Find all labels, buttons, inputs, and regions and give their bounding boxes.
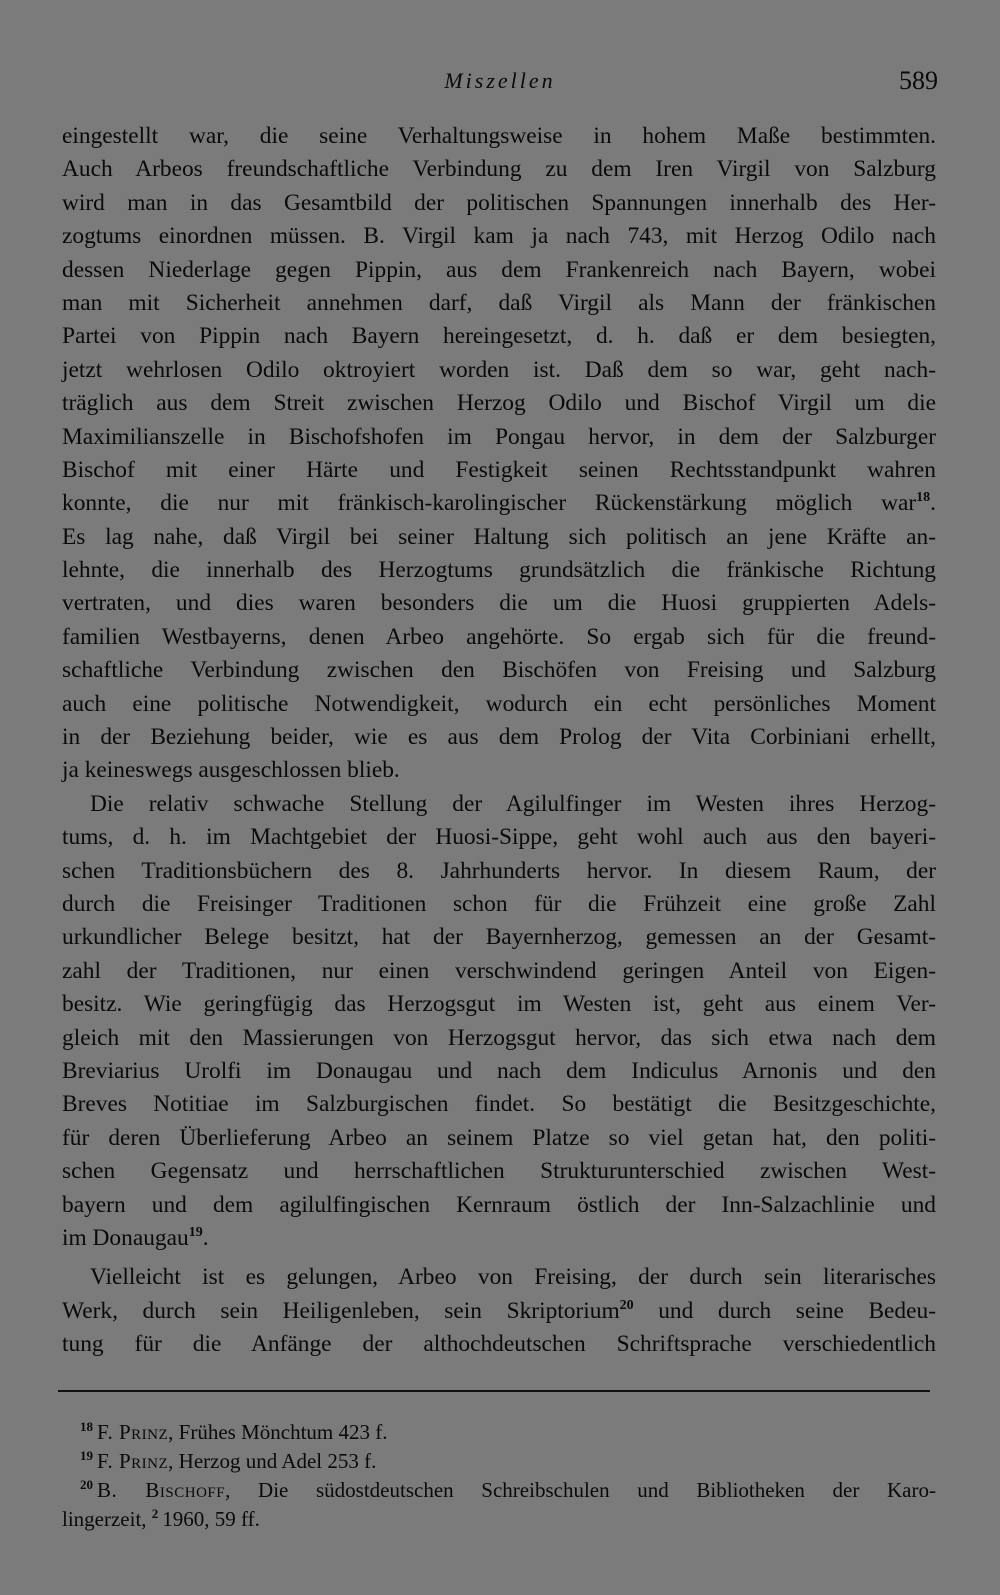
text-line (62, 821, 936, 854)
text-line-content: eingestellt war, die seine Verhaltungsweise in hohem Maße bestimmten. (62, 123, 936, 149)
text-line-content: Es lag nahe, daß Virgil bei seiner Haltung sich politisch an jene Kräfte an- (62, 523, 936, 550)
text-line (62, 454, 936, 487)
text-line (62, 421, 936, 454)
text-line-content: familien Westbayerns, denen Arbeo angehörte. So ergab sich für die freund- (62, 623, 936, 650)
page-number: 589 (899, 66, 938, 95)
text-line-tail: . (930, 490, 936, 517)
text-line-content: wird man in das Gesamtbild der politischen Spannungen innerhalb des Her- (62, 189, 936, 216)
text-line-content: Die relativ schwache Stellung der Agilulfinger im Westen ihres Herzog- (90, 790, 936, 817)
body-text (62, 120, 936, 1361)
text-line (62, 988, 936, 1021)
text-line (62, 487, 936, 520)
footnote-marker: 18 (916, 490, 931, 506)
text-line-content: konnte, die nur mit fränkisch-karolingischer Rückenstärkung möglich war (62, 490, 917, 517)
edition-marker: 2 (151, 1506, 159, 1521)
text-line (62, 120, 936, 153)
footnote-18 (62, 1418, 936, 1447)
text-line-content: schen Traditionsbüchern des 8. Jahrhunderts hervor. In diesem Raum, der (62, 857, 936, 884)
text-line-content: träglich aus dem Streit zwischen Herzog Odilo und Bischof Virgil um die (62, 390, 936, 417)
text-line (62, 1295, 936, 1328)
text-line (62, 287, 936, 320)
text-line-tail: und durch seine Bedeu- (633, 1297, 936, 1324)
text-line (62, 754, 936, 787)
footnote-text: , Herzog und Adel 253 f. (168, 1449, 377, 1473)
text-line (62, 354, 936, 387)
text-line (62, 721, 936, 754)
text-line-content: zogtums einordnen müssen. B. Virgil kam ja nach 743, mit Herzog Odilo nach (62, 223, 936, 250)
footnote-text: lingerzeit, (62, 1507, 152, 1531)
text-line-content: Maximilianszelle in Bischofshofen im Pongau hervor, in dem der Salzburger (62, 423, 936, 450)
text-line-content: auch eine politische Notwendigkeit, wodurch ein echt persönliches Moment (62, 690, 936, 717)
footnote-continuation (62, 1505, 936, 1534)
text-line (62, 955, 936, 988)
text-line-content: bayern und dem agilulfingischen Kernraum östlich der Inn-Salzachlinie und (62, 1191, 936, 1218)
text-line-content: Auch Arbeos freundschaftliche Verbindung zu dem Iren Virgil von Salzburg (62, 156, 936, 183)
running-title: Miszellen (444, 68, 556, 93)
text-line (62, 888, 936, 921)
text-line-content: tums, d. h. im Machtgebiet der Huosi-Sippe, geht wohl auch aus den bayeri- (62, 824, 936, 851)
text-line-content: Bischof mit einer Härte und Festigkeit seinen Rechtsstandpunkt wahren (62, 456, 936, 483)
text-line (62, 1055, 936, 1088)
footnotes (62, 1418, 936, 1534)
text-line-content: man mit Sicherheit annehmen darf, daß Virgil als Mann der fränkischen (62, 289, 936, 316)
text-line (62, 1122, 936, 1155)
text-line-content: jetzt wehrlosen Odilo oktroyiert worden ist. Daß dem so war, geht nach- (62, 356, 936, 383)
footnote-author: F. Prinz (97, 1449, 169, 1473)
text-line-content: tung für die Anfänge der althochdeutschen Schriftsprache verschiedentlich (62, 1331, 936, 1358)
text-line-tail: . (202, 1224, 209, 1251)
text-line-content: urkundlicher Belege besitzt, hat der Bayernherzog, gemessen an der Gesamt- (62, 924, 936, 951)
text-line-content: Breves Notitiae im Salzburgischen findet. So bestätigt die Besitzgeschichte, (62, 1091, 936, 1118)
text-line-content: zahl der Traditionen, nur einen verschwindend geringen Anteil von Eigen- (62, 957, 936, 984)
text-line (62, 921, 936, 954)
text-line (62, 855, 936, 888)
footnote-text: , Die südostdeutschen Schreibschulen und Bibliotheken der Karo- (225, 1478, 936, 1502)
text-line (62, 1328, 936, 1361)
footnote-text: 1960, 59 ff. (162, 1507, 260, 1531)
text-line-content: durch die Freisinger Traditionen schon für die Frühzeit eine große Zahl (62, 890, 936, 917)
text-line-content: lehnte, die innerhalb des Herzogtums grundsätzlich die fränkische Richtung (62, 557, 936, 584)
text-line (62, 554, 936, 587)
footnote-author: B. Bischoff (97, 1478, 226, 1502)
footnote-number: 19 (80, 1448, 93, 1463)
text-line-content: in der Beziehung beider, wie es aus dem Prolog der Vita Corbiniani erhellt, (62, 724, 936, 751)
text-line-content: für deren Überlieferung Arbeo an seinem Platze so viel getan hat, den politi- (62, 1124, 936, 1151)
text-line-content: vertraten, und dies waren besonders die um die Huosi gruppierten Adels- (62, 590, 936, 617)
text-line-content: schen Gegensatz und herrschaftlichen Strukturunterschied zwischen West- (62, 1158, 936, 1185)
text-line (62, 153, 936, 186)
text-line (62, 688, 936, 721)
text-line-content: schaftliche Verbindung zwischen den Bischöfen von Freising und Salzburg (62, 657, 936, 684)
footnote-marker: 19 (188, 1224, 203, 1240)
footnote-author: F. Prinz (97, 1420, 169, 1444)
running-head (60, 66, 940, 100)
footnote-rule (58, 1390, 930, 1392)
text-line (62, 1088, 936, 1121)
text-line-content: gleich mit den Massierungen von Herzogsgut hervor, das sich etwa nach dem (62, 1024, 936, 1051)
text-line-content: Partei von Pippin nach Bayern hereingesetzt, d. h. daß er dem besiegten, (62, 323, 936, 350)
text-line-content: besitz. Wie geringfügig das Herzogsgut im Westen ist, geht aus einem Ver- (62, 991, 936, 1018)
text-line (62, 621, 936, 654)
footnote-19 (62, 1447, 936, 1476)
text-line (62, 320, 936, 353)
footnote-text: , Frühes Mönchtum 423 f. (168, 1420, 388, 1444)
text-line (62, 1155, 936, 1188)
text-line (62, 1189, 936, 1222)
footnote-number: 20 (80, 1477, 93, 1492)
text-line (62, 521, 936, 554)
footnote-marker: 20 (619, 1297, 634, 1313)
text-line (62, 187, 936, 220)
text-line-content: Breviarius Urolfi im Donaugau und nach dem Indiculus Arnonis und den (62, 1057, 936, 1084)
text-line (62, 254, 936, 287)
text-line-content: Vielleicht ist es gelungen, Arbeo von Freising, der durch sein literarisches (90, 1264, 936, 1291)
text-line (62, 387, 936, 420)
text-line (62, 654, 936, 687)
text-line-content: dessen Niederlage gegen Pippin, aus dem Frankenreich nach Bayern, wobei (62, 256, 936, 283)
footnote-20 (62, 1476, 936, 1505)
text-line-content: ja keineswegs ausgeschlossen blieb. (62, 757, 400, 784)
text-line-content: im Donaugau (62, 1224, 189, 1251)
text-line (62, 220, 936, 253)
text-line (62, 1222, 936, 1255)
text-line (62, 1022, 936, 1055)
text-line (62, 788, 936, 821)
text-line-content: Werk, durch sein Heiligenleben, sein Skriptorium (62, 1297, 620, 1324)
text-line (62, 587, 936, 620)
footnote-number: 18 (80, 1419, 93, 1434)
text-line (62, 1261, 936, 1294)
